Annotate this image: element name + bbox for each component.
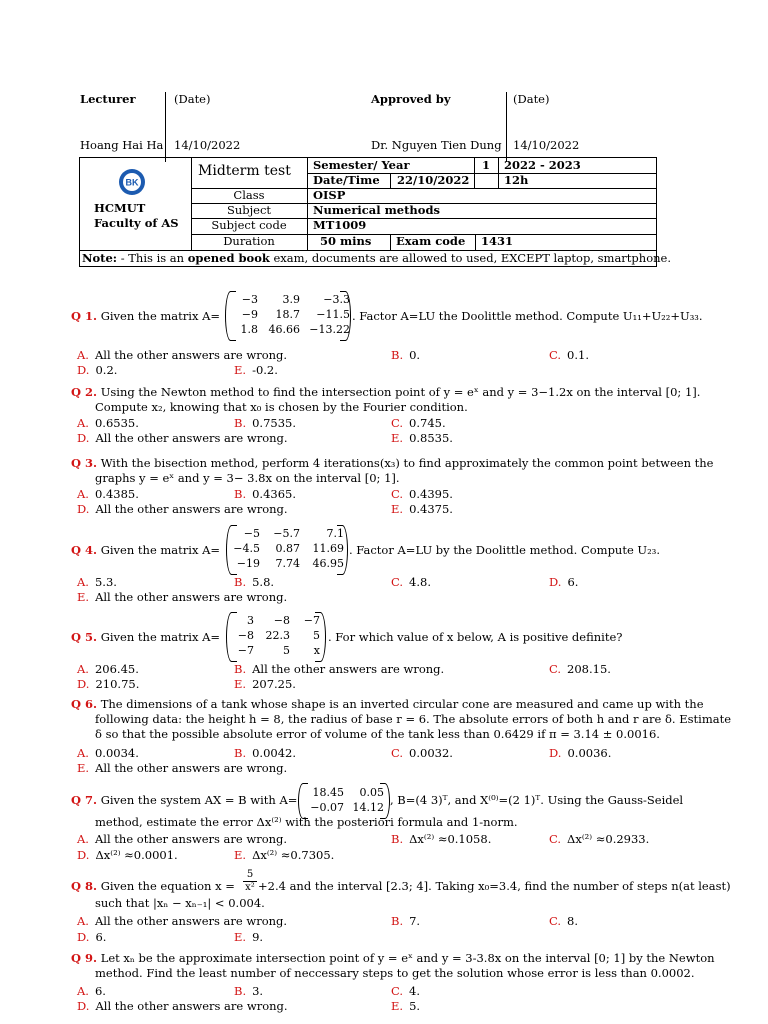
q9-option-e[interactable]: E. 5. bbox=[391, 999, 421, 1013]
q9-option-b[interactable]: B. 3. bbox=[234, 984, 264, 998]
q6-option-e[interactable]: E. All the other answers are wrong. bbox=[77, 761, 288, 775]
q6-option-b[interactable]: B. 0.0042. bbox=[234, 746, 297, 760]
matrix-cell: 18.7 bbox=[275, 308, 300, 321]
approved-by-label: Approved by bbox=[371, 92, 451, 106]
q7-option-b[interactable]: B. Δx⁽²⁾ ≈0.1058. bbox=[391, 832, 492, 846]
question-5-text: . For which value of x below, A is positive definite? bbox=[328, 630, 623, 644]
exam-code-value: 1431 bbox=[481, 234, 514, 248]
matrix-cell: 46.95 bbox=[312, 557, 344, 570]
question-9: Q 9. Let xₙ be the approximate intersection point of y = eˣ and y = 3-3.8x on the interval [0; 1] by the Newton bbox=[71, 951, 715, 965]
question-3-line-2: graphs y = eˣ and y = 3− 3.8x on the interval [0; 1]. bbox=[95, 471, 400, 485]
q2-option-c[interactable]: C. 0.745. bbox=[391, 416, 446, 430]
q3-option-c[interactable]: C. 0.4395. bbox=[391, 487, 453, 501]
matrix-cell: 7.1 bbox=[326, 527, 344, 540]
q3-option-d[interactable]: D. All the other answers are wrong. bbox=[77, 502, 288, 516]
q6-option-d[interactable]: D. 0.0036. bbox=[549, 746, 612, 760]
q4-option-e[interactable]: E. All the other answers are wrong. bbox=[77, 590, 288, 604]
subject-value: Numerical methods bbox=[313, 203, 440, 217]
q2-option-a[interactable]: A. 0.6535. bbox=[77, 416, 139, 430]
q5-option-a[interactable]: A. 206.45. bbox=[77, 662, 139, 676]
matrix-cell: −3.3 bbox=[323, 293, 350, 306]
question-6: Q 6. The dimensions of a tank whose shape is an inverted circular cone are measured and came up with the bbox=[71, 697, 704, 711]
q6-option-a[interactable]: A. 0.0034. bbox=[77, 746, 139, 760]
q1-option-d[interactable]: D. 0.2. bbox=[77, 363, 118, 377]
q7-option-c[interactable]: C. Δx⁽²⁾ ≈0.2933. bbox=[549, 832, 650, 846]
fraction: 5 x² bbox=[243, 869, 257, 894]
matrix-cell: 5 bbox=[313, 629, 320, 642]
matrix-cell: 3 bbox=[247, 614, 254, 627]
q3-option-b[interactable]: B. 0.4365. bbox=[234, 487, 297, 501]
question-1: Q 1. Given the matrix A= bbox=[71, 309, 221, 323]
question-6-line-2: following data: the height h = 8, the radius of base r = 6. The absolute errors of both h and r are δ. Estimate bbox=[95, 712, 732, 726]
lecturer-name: Hoang Hai Ha bbox=[80, 138, 164, 152]
matrix-cell: 1.8 bbox=[240, 323, 258, 336]
question-8-line-2: such that |xₙ − xₙ₋₁| < 0.004. bbox=[95, 896, 265, 910]
matrix-q1 bbox=[232, 292, 350, 337]
question-7-text: , B=(4 3)ᵀ, and X⁽⁰⁾=(2 1)ᵀ. Using the Gauss-Seidel bbox=[390, 793, 684, 807]
q4-option-b[interactable]: B. 5.8. bbox=[234, 575, 275, 589]
q1-option-c[interactable]: C. 0.1. bbox=[549, 348, 589, 362]
matrix-q5 bbox=[232, 613, 320, 658]
q2-option-e[interactable]: E. 0.8535. bbox=[391, 431, 453, 445]
test-title: Midterm test bbox=[198, 163, 291, 179]
lecturer-label: Lecturer bbox=[80, 92, 136, 106]
matrix-cell: −7 bbox=[303, 614, 320, 627]
duration-value: 50 mins bbox=[320, 234, 372, 248]
q7-option-d[interactable]: D. Δx⁽²⁾ ≈0.0001. bbox=[77, 848, 178, 862]
matrix-q4 bbox=[232, 526, 344, 571]
q8-option-b[interactable]: B. 7. bbox=[391, 914, 421, 928]
matrix-bracket bbox=[337, 525, 348, 575]
q7-option-a[interactable]: A. All the other answers are wrong. bbox=[77, 832, 288, 846]
q1-option-b[interactable]: B. 0. bbox=[391, 348, 421, 362]
semester-value: 1 bbox=[482, 158, 491, 172]
divider bbox=[165, 92, 166, 162]
matrix-cell: 0.87 bbox=[275, 542, 300, 555]
q9-option-d[interactable]: D. All the other answers are wrong. bbox=[77, 999, 288, 1013]
q4-option-d[interactable]: D. 6. bbox=[549, 575, 579, 589]
q3-option-e[interactable]: E. 0.4375. bbox=[391, 502, 453, 516]
matrix-cell: −8 bbox=[237, 629, 254, 642]
question-3: Q 3. With the bisection method, perform 4 iterations(x₃) to find approximately the common point between the bbox=[71, 456, 714, 470]
matrix-cell: 46.66 bbox=[268, 323, 300, 336]
question-7: Q 7. Given the system AX = B with A= bbox=[71, 793, 298, 807]
subject-code-value: MT1009 bbox=[313, 218, 367, 232]
exam-note: Note: - This is an opened book exam, documents are allowed to used, EXCEPT laptop, smartphone. bbox=[82, 251, 671, 265]
time-value: 12h bbox=[504, 173, 529, 187]
matrix-cell: 11.69 bbox=[312, 542, 344, 555]
q8-option-d[interactable]: D. 6. bbox=[77, 930, 107, 944]
matrix-cell: −9 bbox=[241, 308, 258, 321]
q6-option-c[interactable]: C. 0.0032. bbox=[391, 746, 453, 760]
matrix-bracket bbox=[315, 612, 326, 662]
approver-name: Dr. Nguyen Tien Dung bbox=[371, 138, 502, 152]
divider bbox=[307, 158, 308, 250]
question-5: Q 5. Given the matrix A= bbox=[71, 630, 221, 644]
matrix-cell: −8 bbox=[273, 614, 290, 627]
matrix-cell: −7 bbox=[237, 644, 254, 657]
matrix-bracket bbox=[380, 783, 390, 819]
q9-option-a[interactable]: A. 6. bbox=[77, 984, 106, 998]
approver-date: 14/10/2022 bbox=[513, 138, 580, 152]
matrix-cell: −0.07 bbox=[310, 801, 344, 814]
university-logo bbox=[118, 168, 146, 196]
divider bbox=[390, 234, 391, 250]
question-8: Q 8. Given the equation x = bbox=[71, 879, 235, 893]
q4-option-c[interactable]: C. 4.8. bbox=[391, 575, 431, 589]
question-2: Q 2. Using the Newton method to find the intersection point of y = eˣ and y = 3−1.2x on the interval [0; 1]. bbox=[71, 385, 701, 399]
q8-option-e[interactable]: E. 9. bbox=[234, 930, 264, 944]
q8-option-c[interactable]: C. 8. bbox=[549, 914, 579, 928]
subject-code-label: Subject code bbox=[211, 218, 287, 232]
question-4: Q 4. Given the matrix A= bbox=[71, 543, 221, 557]
matrix-cell: 5 bbox=[283, 644, 290, 657]
q9-option-c[interactable]: C. 4. bbox=[391, 984, 421, 998]
question-6-line-3: δ so that the possible absolute error of volume of the tank less than 0.6429 if π = 3.14 ± 0.0016. bbox=[95, 727, 660, 741]
svg-text:BK: BK bbox=[125, 177, 139, 188]
date-value: 22/10/2022 bbox=[397, 173, 470, 187]
q1-option-a[interactable]: A. All the other answers are wrong. bbox=[77, 348, 288, 362]
date-label-approver: (Date) bbox=[513, 92, 550, 106]
question-9-line-2: method. Find the least number of neccessary steps to get the solution whose error is less than 0.0002. bbox=[95, 966, 695, 980]
year-value: 2022 - 2023 bbox=[504, 158, 581, 172]
matrix-cell: 0.05 bbox=[359, 786, 384, 799]
q5-option-c[interactable]: C. 208.15. bbox=[549, 662, 611, 676]
question-1-text: . Factor A=LU the Doolittle method. Compute U₁₁+U₂₂+U₃₃. bbox=[352, 309, 703, 323]
datetime-label: Date/Time bbox=[313, 173, 380, 187]
matrix-cell: −11.5 bbox=[316, 308, 350, 321]
duration-label: Duration bbox=[223, 234, 275, 248]
matrix-cell: −4.5 bbox=[233, 542, 260, 555]
semester-label: Semester/ Year bbox=[313, 158, 410, 172]
class-value: OISP bbox=[313, 188, 346, 202]
exam-code-label: Exam code bbox=[396, 234, 466, 248]
exam-info-table bbox=[79, 157, 671, 267]
divider bbox=[506, 92, 507, 162]
q8-option-a[interactable]: A. All the other answers are wrong. bbox=[77, 914, 288, 928]
faculty-name: Faculty of AS bbox=[94, 216, 179, 230]
matrix-cell: 14.12 bbox=[352, 801, 384, 814]
question-8-text: +2.4 and the interval [2.3; 4]. Taking x₀=3.4, find the number of steps n(at least) bbox=[258, 879, 731, 893]
school-name: HCMUT bbox=[94, 201, 146, 215]
matrix-q7 bbox=[302, 785, 384, 815]
q5-option-e[interactable]: E. 207.25. bbox=[234, 677, 296, 691]
lecturer-date: 14/10/2022 bbox=[174, 138, 241, 152]
matrix-cell: −19 bbox=[236, 557, 260, 570]
q1-option-e[interactable]: E. -0.2. bbox=[234, 363, 278, 377]
q3-option-a[interactable]: A. 0.4385. bbox=[77, 487, 139, 501]
question-7-line-2: method, estimate the error Δx⁽²⁾ with the posteriori formula and 1-norm. bbox=[95, 815, 518, 829]
q2-option-d[interactable]: D. All the other answers are wrong. bbox=[77, 431, 288, 445]
matrix-cell: 3.9 bbox=[282, 293, 300, 306]
subject-label: Subject bbox=[226, 203, 272, 217]
q2-option-b[interactable]: B. 0.7535. bbox=[234, 416, 297, 430]
date-label-lecturer: (Date) bbox=[174, 92, 211, 106]
matrix-cell: −13.22 bbox=[309, 323, 350, 336]
matrix-cell: −3 bbox=[241, 293, 258, 306]
class-label: Class bbox=[233, 188, 265, 202]
matrix-cell: 18.45 bbox=[312, 786, 344, 799]
divider bbox=[475, 234, 476, 250]
question-2-line-2: Compute x₂, knowing that x₀ is chosen by the Fourier condition. bbox=[95, 400, 468, 414]
q7-option-e[interactable]: E. Δx⁽²⁾ ≈0.7305. bbox=[234, 848, 335, 862]
divider bbox=[390, 173, 391, 188]
question-4-text: . Factor A=LU by the Doolittle method. Compute U₂₃. bbox=[349, 543, 660, 557]
matrix-bracket bbox=[340, 291, 351, 341]
matrix-cell: −5 bbox=[243, 527, 260, 540]
matrix-cell: 22.3 bbox=[265, 629, 290, 642]
matrix-cell: −5.7 bbox=[273, 527, 300, 540]
q5-option-b[interactable]: B. All the other answers are wrong. bbox=[234, 662, 445, 676]
matrix-cell: x bbox=[313, 644, 320, 657]
matrix-cell: 7.74 bbox=[275, 557, 300, 570]
q5-option-d[interactable]: D. 210.75. bbox=[77, 677, 140, 691]
q4-option-a[interactable]: A. 5.3. bbox=[77, 575, 117, 589]
